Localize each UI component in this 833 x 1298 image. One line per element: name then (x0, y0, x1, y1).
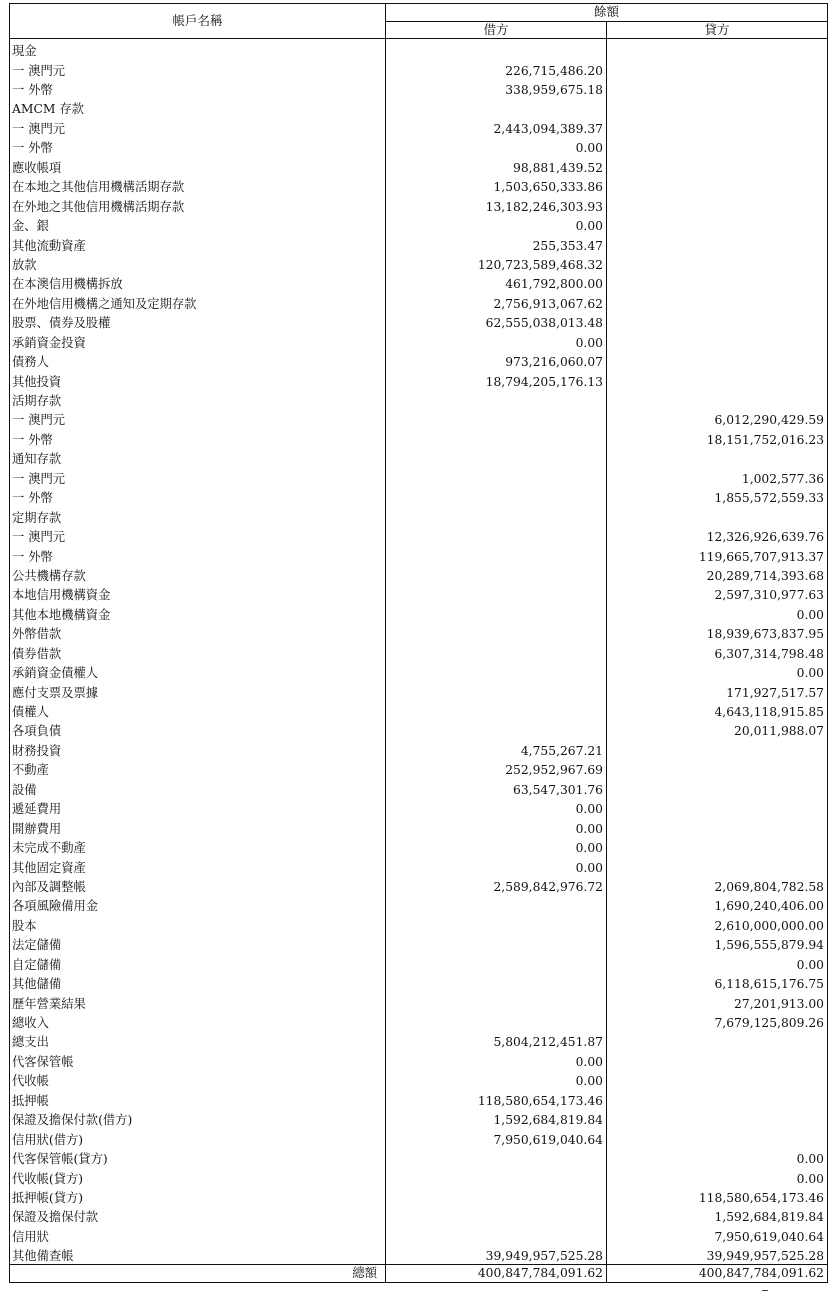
debit-cell: 973,216,060.07 (386, 350, 607, 369)
table-row (10, 700, 828, 719)
account-name-cell: 代收帳 (10, 1069, 386, 1088)
debit-header: 借方 (386, 22, 607, 39)
account-name-cell: 一 外幣 (10, 486, 386, 505)
account-name-cell: 一 澳門元 (10, 58, 386, 77)
debit-cell: 0.00 (386, 136, 607, 155)
credit-cell (607, 292, 828, 311)
debit-cell (386, 506, 607, 525)
account-name-cell: 自定儲備 (10, 953, 386, 972)
table-row (10, 1225, 828, 1244)
account-name-cell: 債券借款 (10, 642, 386, 661)
account-name-cell: 代客保管帳 (10, 1050, 386, 1069)
debit-cell: 0.00 (386, 331, 607, 350)
debit-cell: 2,756,913,067.62 (386, 292, 607, 311)
table-row (10, 408, 828, 427)
table-row (10, 1166, 828, 1185)
table-row (10, 311, 828, 330)
table-row (10, 389, 828, 408)
table-row (10, 1108, 828, 1127)
credit-cell: 0.00 (607, 953, 828, 972)
debit-cell: 255,353.47 (386, 233, 607, 252)
account-name-cell: 開辦費用 (10, 817, 386, 836)
debit-cell (386, 719, 607, 738)
table-row (10, 369, 828, 388)
account-name-cell: 設備 (10, 778, 386, 797)
account-name-cell: 一 澳門元 (10, 525, 386, 544)
debit-cell: 13,182,246,303.93 (386, 195, 607, 214)
credit-cell: 4,643,118,915.85 (607, 700, 828, 719)
account-name-cell: 各項負債 (10, 719, 386, 738)
debit-cell: 338,959,675.18 (386, 78, 607, 97)
account-name-cell: 代客保管帳(貸方) (10, 1147, 386, 1166)
debit-cell (386, 389, 607, 408)
credit-cell: 2,597,310,977.63 (607, 583, 828, 602)
table-header (10, 4, 828, 39)
account-name-cell: 遞延費用 (10, 797, 386, 816)
debit-cell (386, 622, 607, 641)
credit-cell: 1,596,555,879.94 (607, 933, 828, 952)
account-name-cell: 本地信用機構資金 (10, 583, 386, 602)
debit-cell (386, 642, 607, 661)
account-name-cell: 抵押帳(貸方) (10, 1186, 386, 1205)
table-row (10, 680, 828, 699)
credit-cell: 119,665,707,913.37 (607, 544, 828, 563)
table-row (10, 1186, 828, 1205)
debit-cell: 0.00 (386, 817, 607, 836)
debit-cell: 1,503,650,333.86 (386, 175, 607, 194)
debit-cell: 7,950,619,040.64 (386, 1128, 607, 1147)
table-row (10, 58, 828, 77)
debit-cell: 63,547,301.76 (386, 778, 607, 797)
credit-cell: 7,950,619,040.64 (607, 1225, 828, 1244)
account-name-cell: 保證及擔保付款(借方) (10, 1108, 386, 1127)
credit-cell (607, 214, 828, 233)
table-row (10, 1089, 828, 1108)
debit-cell: 1,592,684,819.84 (386, 1108, 607, 1127)
debit-cell: 5,804,212,451.87 (386, 1030, 607, 1049)
account-name-cell: 公共機構存款 (10, 564, 386, 583)
debit-cell: 461,792,800.00 (386, 272, 607, 291)
account-name-cell: 在外地之其他信用機構活期存款 (10, 195, 386, 214)
debit-cell: 4,755,267.21 (386, 739, 607, 758)
debit-cell (386, 583, 607, 602)
account-name-cell: 信用狀 (10, 1225, 386, 1244)
credit-cell: 18,151,752,016.23 (607, 428, 828, 447)
account-name-cell: 債權人 (10, 700, 386, 719)
account-name-cell: 信用狀(借方) (10, 1128, 386, 1147)
table-row (10, 778, 828, 797)
credit-cell (607, 1108, 828, 1127)
debit-cell: 98,881,439.52 (386, 156, 607, 175)
table-row (10, 117, 828, 136)
account-name-cell: 一 澳門元 (10, 117, 386, 136)
debit-cell: 0.00 (386, 214, 607, 233)
table-row (10, 894, 828, 913)
credit-header: 貸方 (607, 22, 828, 39)
page-mark (762, 1290, 768, 1291)
debit-cell (386, 680, 607, 699)
table-row (10, 836, 828, 855)
credit-cell: 118,580,654,173.46 (607, 1186, 828, 1205)
table-row (10, 156, 828, 175)
debit-cell (386, 953, 607, 972)
debit-cell: 0.00 (386, 1069, 607, 1088)
credit-cell (607, 272, 828, 291)
credit-cell (607, 58, 828, 77)
account-name-cell: 一 外幣 (10, 428, 386, 447)
credit-cell (607, 739, 828, 758)
table-row (10, 447, 828, 466)
account-name-cell: 定期存款 (10, 506, 386, 525)
credit-cell (607, 447, 828, 466)
credit-cell: 0.00 (607, 603, 828, 622)
account-name-cell: 其他備查帳 (10, 1244, 386, 1264)
debit-cell (386, 525, 607, 544)
credit-cell (607, 78, 828, 97)
debit-cell (386, 1225, 607, 1244)
credit-cell (607, 855, 828, 874)
credit-cell (607, 156, 828, 175)
table-row (10, 467, 828, 486)
debit-cell (386, 933, 607, 952)
debit-cell (386, 1011, 607, 1030)
debit-cell (386, 1205, 607, 1224)
table-row (10, 525, 828, 544)
table-row (10, 739, 828, 758)
table-row (10, 292, 828, 311)
table-row (10, 350, 828, 369)
credit-cell: 0.00 (607, 1147, 828, 1166)
credit-cell (607, 1089, 828, 1108)
table-row (10, 233, 828, 252)
debit-cell (386, 972, 607, 991)
credit-cell: 1,855,572,559.33 (607, 486, 828, 505)
table-row (10, 603, 828, 622)
credit-cell: 2,610,000,000.00 (607, 914, 828, 933)
credit-cell: 6,118,615,176.75 (607, 972, 828, 991)
account-name-cell: 法定儲備 (10, 933, 386, 952)
account-name-cell: 一 外幣 (10, 544, 386, 563)
credit-cell (607, 506, 828, 525)
debit-cell: 0.00 (386, 1050, 607, 1069)
credit-cell (607, 1069, 828, 1088)
credit-cell (607, 1128, 828, 1147)
account-name-cell: 其他儲備 (10, 972, 386, 991)
debit-cell (386, 39, 607, 59)
table-row (10, 1147, 828, 1166)
table-row (10, 195, 828, 214)
debit-cell (386, 1186, 607, 1205)
debit-cell (386, 97, 607, 116)
account-name-cell: 一 外幣 (10, 136, 386, 155)
debit-cell (386, 408, 607, 427)
credit-cell: 20,011,988.07 (607, 719, 828, 738)
debit-cell (386, 486, 607, 505)
account-name-cell: 總支出 (10, 1030, 386, 1049)
credit-cell (607, 195, 828, 214)
account-name-cell: 在本地之其他信用機構活期存款 (10, 175, 386, 194)
table-row (10, 642, 828, 661)
credit-cell: 39,949,957,525.28 (607, 1244, 828, 1264)
debit-cell: 226,715,486.20 (386, 58, 607, 77)
credit-cell (607, 39, 828, 59)
table-row (10, 1244, 828, 1264)
credit-cell (607, 758, 828, 777)
credit-cell: 12,326,926,639.76 (607, 525, 828, 544)
table-row (10, 1011, 828, 1030)
table-row (10, 933, 828, 952)
total-credit: 400,847,784,091.62 (607, 1264, 828, 1282)
credit-cell (607, 778, 828, 797)
account-name-cell: 抵押帳 (10, 1089, 386, 1108)
debit-cell (386, 467, 607, 486)
table-row (10, 331, 828, 350)
credit-cell (607, 233, 828, 252)
account-name-cell: 其他固定資產 (10, 855, 386, 874)
account-name-cell: 在外地信用機構之通知及定期存款 (10, 292, 386, 311)
credit-cell (607, 175, 828, 194)
total-row (10, 1264, 828, 1282)
table-row (10, 583, 828, 602)
account-name-header: 帳戶名稱 (10, 4, 386, 39)
table-body (10, 39, 828, 1265)
table-row (10, 564, 828, 583)
credit-cell (607, 97, 828, 116)
table-row (10, 797, 828, 816)
account-name-cell: 外幣借款 (10, 622, 386, 641)
account-name-cell: 未完成不動產 (10, 836, 386, 855)
debit-cell: 120,723,589,468.32 (386, 253, 607, 272)
debit-cell (386, 1147, 607, 1166)
balance-header: 餘額 (386, 4, 828, 22)
table-row (10, 972, 828, 991)
table-row (10, 272, 828, 291)
credit-cell (607, 1030, 828, 1049)
account-name-cell: 金、銀 (10, 214, 386, 233)
credit-cell: 7,679,125,809.26 (607, 1011, 828, 1030)
table-row (10, 914, 828, 933)
credit-cell (607, 797, 828, 816)
debit-cell: 0.00 (386, 855, 607, 874)
table-row (10, 544, 828, 563)
credit-cell: 1,002,577.36 (607, 467, 828, 486)
debit-cell: 2,589,842,976.72 (386, 875, 607, 894)
account-name-cell: 股本 (10, 914, 386, 933)
account-name-cell: 內部及調整帳 (10, 875, 386, 894)
table-row (10, 506, 828, 525)
table-row (10, 253, 828, 272)
table-row (10, 428, 828, 447)
debit-cell: 62,555,038,013.48 (386, 311, 607, 330)
debit-cell (386, 991, 607, 1010)
table-row (10, 214, 828, 233)
account-name-cell: 財務投資 (10, 739, 386, 758)
table-row (10, 875, 828, 894)
debit-cell (386, 564, 607, 583)
table-row (10, 39, 828, 59)
credit-cell (607, 331, 828, 350)
credit-cell (607, 311, 828, 330)
credit-cell (607, 136, 828, 155)
credit-cell: 18,939,673,837.95 (607, 622, 828, 641)
debit-cell (386, 894, 607, 913)
table-row (10, 175, 828, 194)
account-name-cell: 一 澳門元 (10, 467, 386, 486)
account-name-cell: 應付支票及票據 (10, 680, 386, 699)
debit-cell: 118,580,654,173.46 (386, 1089, 607, 1108)
table-row (10, 1128, 828, 1147)
credit-cell: 2,069,804,782.58 (607, 875, 828, 894)
debit-cell: 0.00 (386, 836, 607, 855)
debit-cell: 2,443,094,389.37 (386, 117, 607, 136)
account-name-cell: 其他流動資產 (10, 233, 386, 252)
table-row (10, 817, 828, 836)
table-row (10, 1030, 828, 1049)
account-name-cell: 一 外幣 (10, 78, 386, 97)
table-row (10, 97, 828, 116)
account-name-cell: 其他投資 (10, 369, 386, 388)
credit-cell: 0.00 (607, 1166, 828, 1185)
table-row (10, 758, 828, 777)
total-debit: 400,847,784,091.62 (386, 1264, 607, 1282)
debit-cell (386, 544, 607, 563)
account-name-cell: AMCM 存款 (10, 97, 386, 116)
table-row (10, 719, 828, 738)
debit-cell (386, 447, 607, 466)
table-row (10, 991, 828, 1010)
table-row (10, 855, 828, 874)
debit-cell (386, 428, 607, 447)
account-name-cell: 承銷資金投資 (10, 331, 386, 350)
table-row (10, 136, 828, 155)
credit-cell: 171,927,517.57 (607, 680, 828, 699)
account-name-cell: 代收帳(貸方) (10, 1166, 386, 1185)
debit-cell (386, 914, 607, 933)
credit-cell (607, 1050, 828, 1069)
account-name-cell: 保證及擔保付款 (10, 1205, 386, 1224)
account-name-cell: 放款 (10, 253, 386, 272)
credit-cell: 27,201,913.00 (607, 991, 828, 1010)
account-name-cell: 債務人 (10, 350, 386, 369)
credit-cell: 6,307,314,798.48 (607, 642, 828, 661)
table-row (10, 953, 828, 972)
debit-cell: 252,952,967.69 (386, 758, 607, 777)
table-footer (10, 1264, 828, 1282)
debit-cell (386, 603, 607, 622)
credit-cell: 1,690,240,406.00 (607, 894, 828, 913)
table-row (10, 1050, 828, 1069)
account-name-cell: 一 澳門元 (10, 408, 386, 427)
account-name-cell: 在本澳信用機構拆放 (10, 272, 386, 291)
credit-cell: 0.00 (607, 661, 828, 680)
credit-cell (607, 350, 828, 369)
account-name-cell: 歷年營業結果 (10, 991, 386, 1010)
table-row (10, 622, 828, 641)
credit-cell: 1,592,684,819.84 (607, 1205, 828, 1224)
credit-cell: 20,289,714,393.68 (607, 564, 828, 583)
table-row (10, 486, 828, 505)
debit-cell: 18,794,205,176.13 (386, 369, 607, 388)
trial-balance-table (9, 3, 828, 1283)
table-row (10, 661, 828, 680)
table-row (10, 78, 828, 97)
table-row (10, 1205, 828, 1224)
account-name-cell: 現金 (10, 39, 386, 59)
credit-cell (607, 836, 828, 855)
account-name-cell: 各項風險備用金 (10, 894, 386, 913)
account-name-cell: 通知存款 (10, 447, 386, 466)
credit-cell (607, 253, 828, 272)
credit-cell (607, 817, 828, 836)
debit-cell (386, 661, 607, 680)
debit-cell: 0.00 (386, 797, 607, 816)
credit-cell (607, 117, 828, 136)
table-row (10, 1069, 828, 1088)
debit-cell: 39,949,957,525.28 (386, 1244, 607, 1264)
account-name-cell: 不動產 (10, 758, 386, 777)
account-name-cell: 股票、債券及股權 (10, 311, 386, 330)
account-name-cell: 其他本地機構資金 (10, 603, 386, 622)
credit-cell (607, 389, 828, 408)
credit-cell: 6,012,290,429.59 (607, 408, 828, 427)
account-name-cell: 活期存款 (10, 389, 386, 408)
account-name-cell: 承銷資金債權人 (10, 661, 386, 680)
credit-cell (607, 369, 828, 388)
debit-cell (386, 700, 607, 719)
total-label: 總額 (10, 1264, 386, 1282)
account-name-cell: 應收帳項 (10, 156, 386, 175)
account-name-cell: 總收入 (10, 1011, 386, 1030)
debit-cell (386, 1166, 607, 1185)
